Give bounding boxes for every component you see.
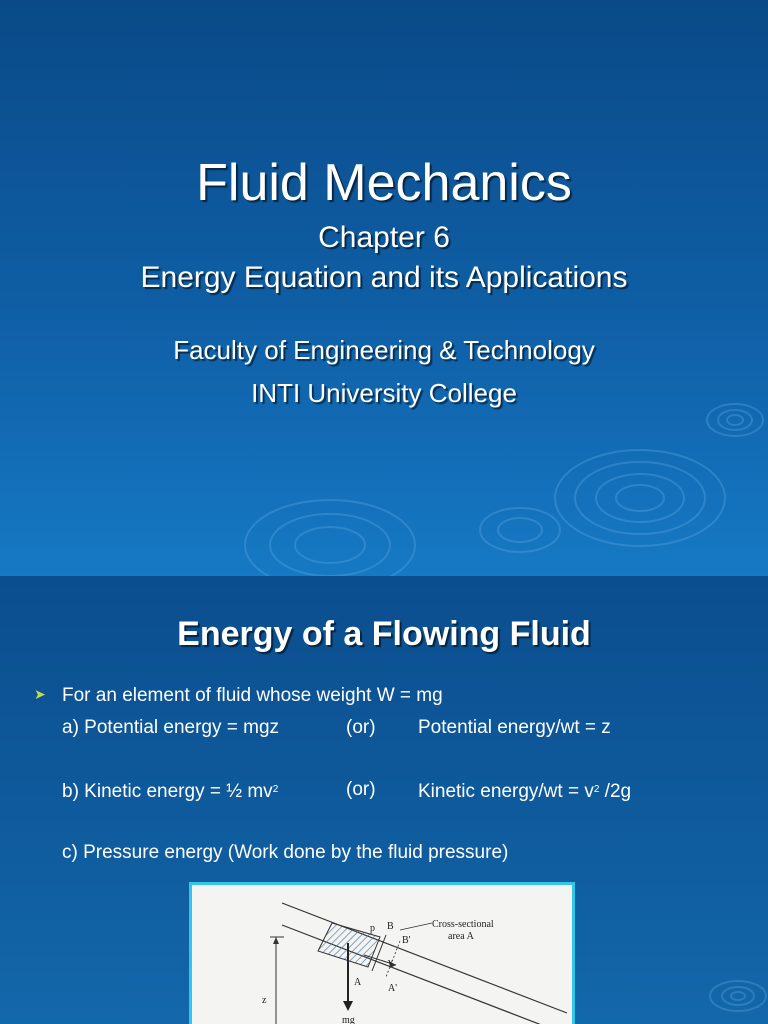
kinetic-energy-text: b) Kinetic energy = ½ mv bbox=[62, 781, 273, 802]
flow-element-figure bbox=[189, 882, 575, 1024]
superscript: 2 bbox=[593, 784, 600, 795]
kinetic-per-weight-text: Kinetic energy/wt = v bbox=[418, 781, 594, 802]
kinetic-or: (or) bbox=[346, 779, 376, 800]
figure-label-mg: mg bbox=[342, 1015, 355, 1024]
presentation-title: Fluid Mechanics bbox=[196, 154, 572, 212]
figure-label-area: area A bbox=[448, 931, 474, 942]
chapter-subtitle: Energy Equation and its Applications bbox=[140, 261, 628, 294]
figure-label-v: v bbox=[388, 957, 393, 968]
bullet-arrow-icon: ➤ bbox=[34, 686, 46, 702]
flow-element-diagram bbox=[192, 885, 572, 1024]
figure-label-a-prime: A' bbox=[388, 983, 398, 994]
institution-name: INTI University College bbox=[251, 378, 517, 408]
figure-label-b: B bbox=[387, 921, 394, 932]
faculty-name: Faculty of Engineering & Technology bbox=[173, 335, 595, 365]
chapter-label: Chapter 6 bbox=[318, 221, 450, 254]
kinetic-energy-per-weight bbox=[418, 778, 631, 804]
superscript: 2 bbox=[272, 784, 279, 795]
bullet-text: For an element of fluid whose weight W = mg bbox=[62, 685, 443, 706]
pressure-energy-line: c) Pressure energy (Work done by the fluid pressure) bbox=[62, 842, 509, 863]
figure-label-p: p bbox=[370, 923, 375, 934]
figure-label-a: A bbox=[354, 977, 362, 988]
kinetic-per-weight-suffix: /2g bbox=[599, 781, 632, 802]
figure-label-z: z bbox=[262, 995, 267, 1006]
kinetic-energy-line bbox=[62, 778, 278, 804]
slide-title: Energy of a Flowing Fluid bbox=[177, 615, 591, 653]
figure-label-cross: Cross-sectional bbox=[432, 919, 494, 930]
potential-or: (or) bbox=[346, 717, 376, 738]
potential-energy-line: a) Potential energy = mgz bbox=[62, 717, 280, 738]
potential-energy-per-weight: Potential energy/wt = z bbox=[418, 717, 611, 738]
figure-label-b-prime: B' bbox=[402, 935, 411, 946]
content-slide bbox=[0, 576, 768, 1024]
